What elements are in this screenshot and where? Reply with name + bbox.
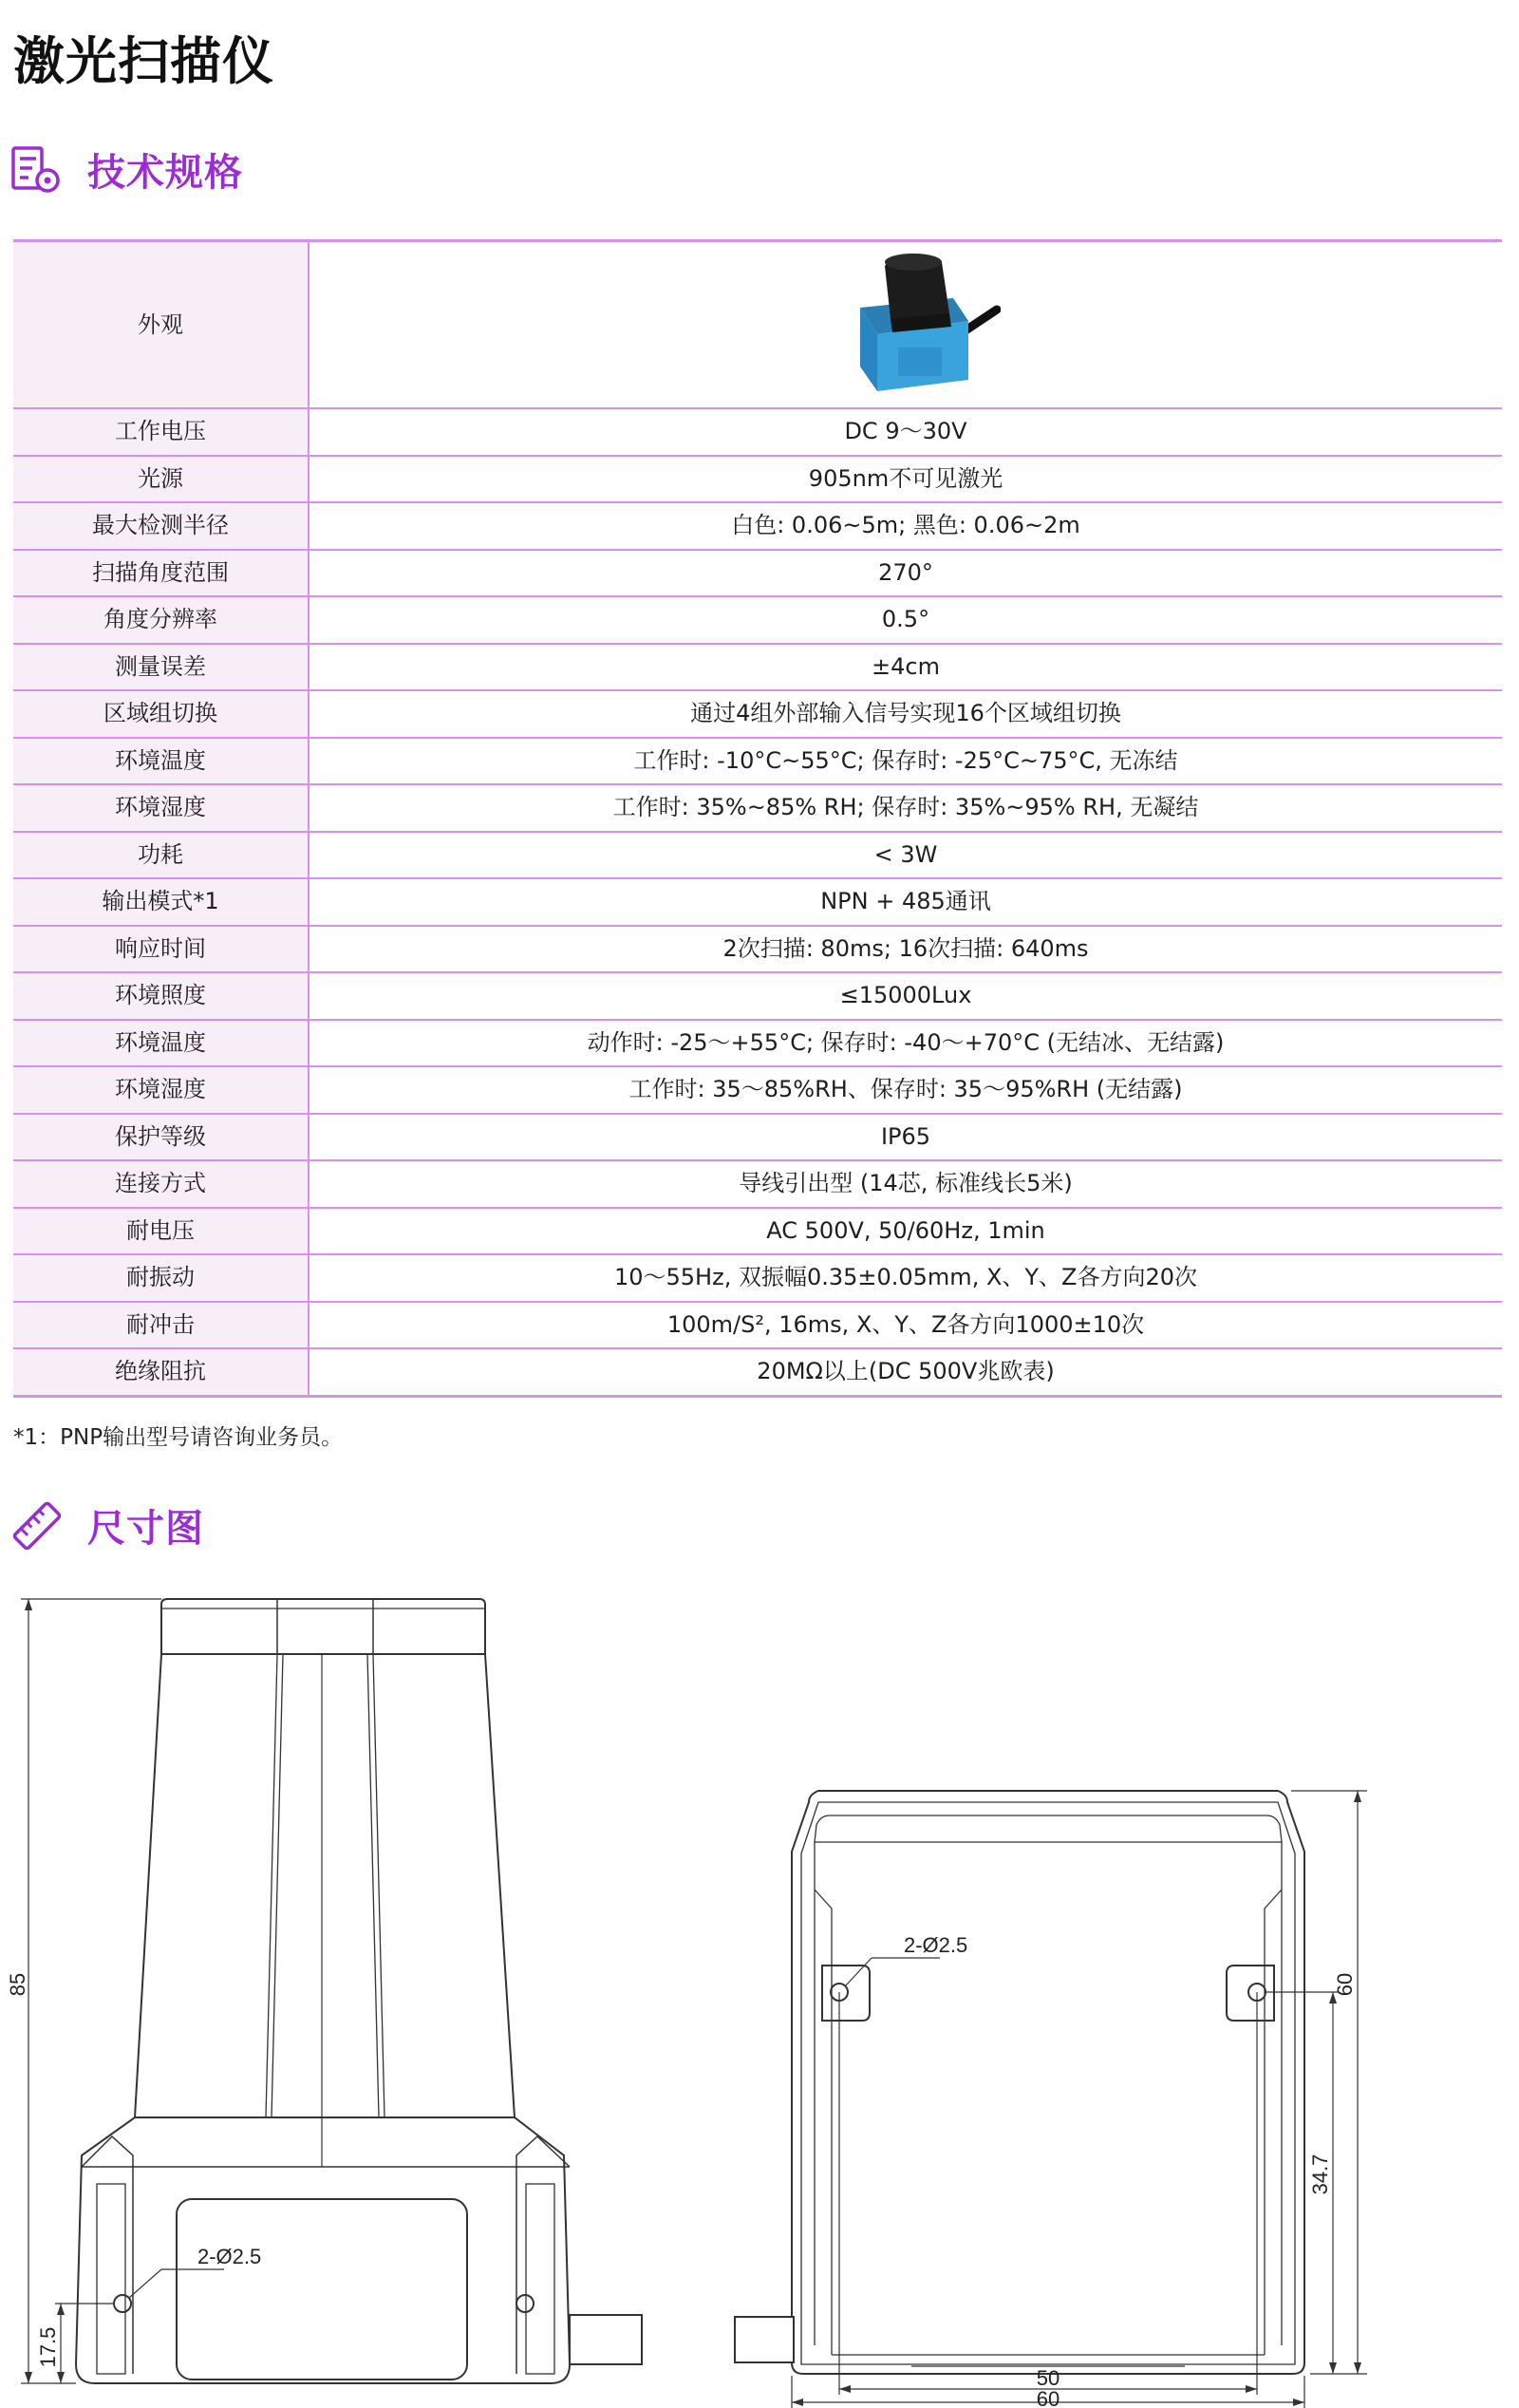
page-title: 激光扫描仪: [13, 31, 274, 91]
spec-sheet-icon: [11, 144, 63, 196]
spec-label: 角度分辨率: [13, 596, 309, 644]
spec-value: NPN + 485通讯: [309, 878, 1502, 926]
spec-label: 环境湿度: [13, 784, 309, 832]
spec-label: 外观: [13, 241, 309, 409]
front-view: [76, 1599, 642, 2383]
table-row: [13, 596, 1502, 644]
spec-label: 输出模式*1: [13, 878, 309, 926]
side-hole-height-label: 34.7: [1308, 2154, 1332, 2195]
spec-table: [13, 239, 1502, 1398]
section-header-dims: [11, 1498, 204, 1552]
side-hole-spacing-label: 50: [1036, 2366, 1060, 2390]
product-image: [811, 249, 1001, 401]
table-row: [13, 690, 1502, 738]
front-height-label: 85: [6, 1972, 29, 1997]
side-width-label: 60: [1036, 2387, 1060, 2408]
table-row: [13, 1114, 1502, 1161]
spec-label: 光源: [13, 456, 309, 503]
product-image-cell: [309, 241, 1502, 409]
table-row: [13, 1302, 1502, 1349]
spec-value: 白色: 0.06~5m; 黑色: 0.06~2m: [309, 502, 1502, 550]
spec-value: 工作时: 35～85%RH、保存时: 35～95%RH (无结露): [309, 1066, 1502, 1114]
spec-value: 905nm不可见激光: [309, 456, 1502, 503]
spec-value: 10～55Hz, 双振幅0.35±0.05mm, X、Y、Z各方向20次: [309, 1254, 1502, 1302]
spec-value: AC 500V, 50/60Hz, 1min: [309, 1208, 1502, 1255]
section-title-dims: 尺寸图: [87, 1507, 204, 1551]
table-row: [13, 644, 1502, 691]
table-row: [13, 832, 1502, 879]
spec-value: < 3W: [309, 832, 1502, 879]
section-title-specs: 技术规格: [87, 151, 243, 195]
table-row: [13, 784, 1502, 832]
spec-value: ≤15000Lux: [309, 972, 1502, 1020]
table-row: [13, 1254, 1502, 1302]
dimension-arrows: [25, 1599, 1361, 2406]
spec-label: 保护等级: [13, 1114, 309, 1161]
spec-label: 最大检测半径: [13, 502, 309, 550]
front-dimensions: [21, 1599, 224, 2383]
table-row: [13, 456, 1502, 503]
dimension-drawing: [0, 1567, 1519, 2408]
table-row: [13, 1020, 1502, 1067]
spec-value: 工作时: -10°C~55°C; 保存时: -25°C~75°C, 无冻结: [309, 738, 1502, 785]
table-row: [13, 550, 1502, 597]
spec-value: IP65: [309, 1114, 1502, 1161]
table-row: [13, 1348, 1502, 1396]
table-row: [13, 502, 1502, 550]
spec-label: 环境照度: [13, 972, 309, 1020]
spec-value: 2次扫描: 80ms; 16次扫描: 640ms: [309, 926, 1502, 973]
spec-label: 耐电压: [13, 1208, 309, 1255]
table-row: [13, 1208, 1502, 1255]
ruler-icon: [11, 1500, 63, 1552]
spec-label: 扫描角度范围: [13, 550, 309, 597]
spec-value: 工作时: 35%~85% RH; 保存时: 35%~95% RH, 无凝结: [309, 784, 1502, 832]
spec-value: DC 9～30V: [309, 408, 1502, 456]
spec-label: 区域组切换: [13, 690, 309, 738]
spec-label: 功耗: [13, 832, 309, 879]
side-dimensions: [792, 1791, 1367, 2408]
spec-value: 20MΩ以上(DC 500V兆欧表): [309, 1348, 1502, 1396]
spec-value: 导线引出型 (14芯, 标准线长5米): [309, 1160, 1502, 1208]
table-row: [13, 738, 1502, 785]
spec-label: 响应时间: [13, 926, 309, 973]
spec-label: 工作电压: [13, 408, 309, 456]
spec-value: 0.5°: [309, 596, 1502, 644]
table-row: [13, 926, 1502, 973]
spec-label: 测量误差: [13, 644, 309, 691]
spec-value: 270°: [309, 550, 1502, 597]
table-row: [13, 1160, 1502, 1208]
table-row: [13, 878, 1502, 926]
spec-label: 环境湿度: [13, 1066, 309, 1114]
spec-value: ±4cm: [309, 644, 1502, 691]
side-view: [735, 1791, 1304, 2374]
spec-value: 100m/S², 16ms, X、Y、Z各方向1000±10次: [309, 1302, 1502, 1349]
table-row: [13, 408, 1502, 456]
spec-label: 绝缘阻抗: [13, 1348, 309, 1396]
spec-value: 通过4组外部输入信号实现16个区域组切换: [309, 690, 1502, 738]
spec-label: 耐冲击: [13, 1302, 309, 1349]
spec-label: 环境温度: [13, 738, 309, 785]
spec-label: 连接方式: [13, 1160, 309, 1208]
side-hole-label: 2-Ø2.5: [904, 1933, 968, 1957]
spec-label: 耐振动: [13, 1254, 309, 1302]
section-header-specs: [11, 142, 243, 197]
spec-label: 环境温度: [13, 1020, 309, 1067]
side-height-label: 60: [1333, 1972, 1357, 1997]
table-row: [13, 1066, 1502, 1114]
front-hole-label: 2-Ø2.5: [197, 2245, 262, 2268]
spec-value: 动作时: -25～+55°C; 保存时: -40～+70°C (无结冰、无结露): [309, 1020, 1502, 1067]
front-hole-height-label: 17.5: [36, 2326, 60, 2368]
table-row: [13, 972, 1502, 1020]
footnote: *1：PNP输出型号请咨询业务员。: [13, 1425, 344, 1450]
table-row-appearance: [13, 241, 1502, 409]
